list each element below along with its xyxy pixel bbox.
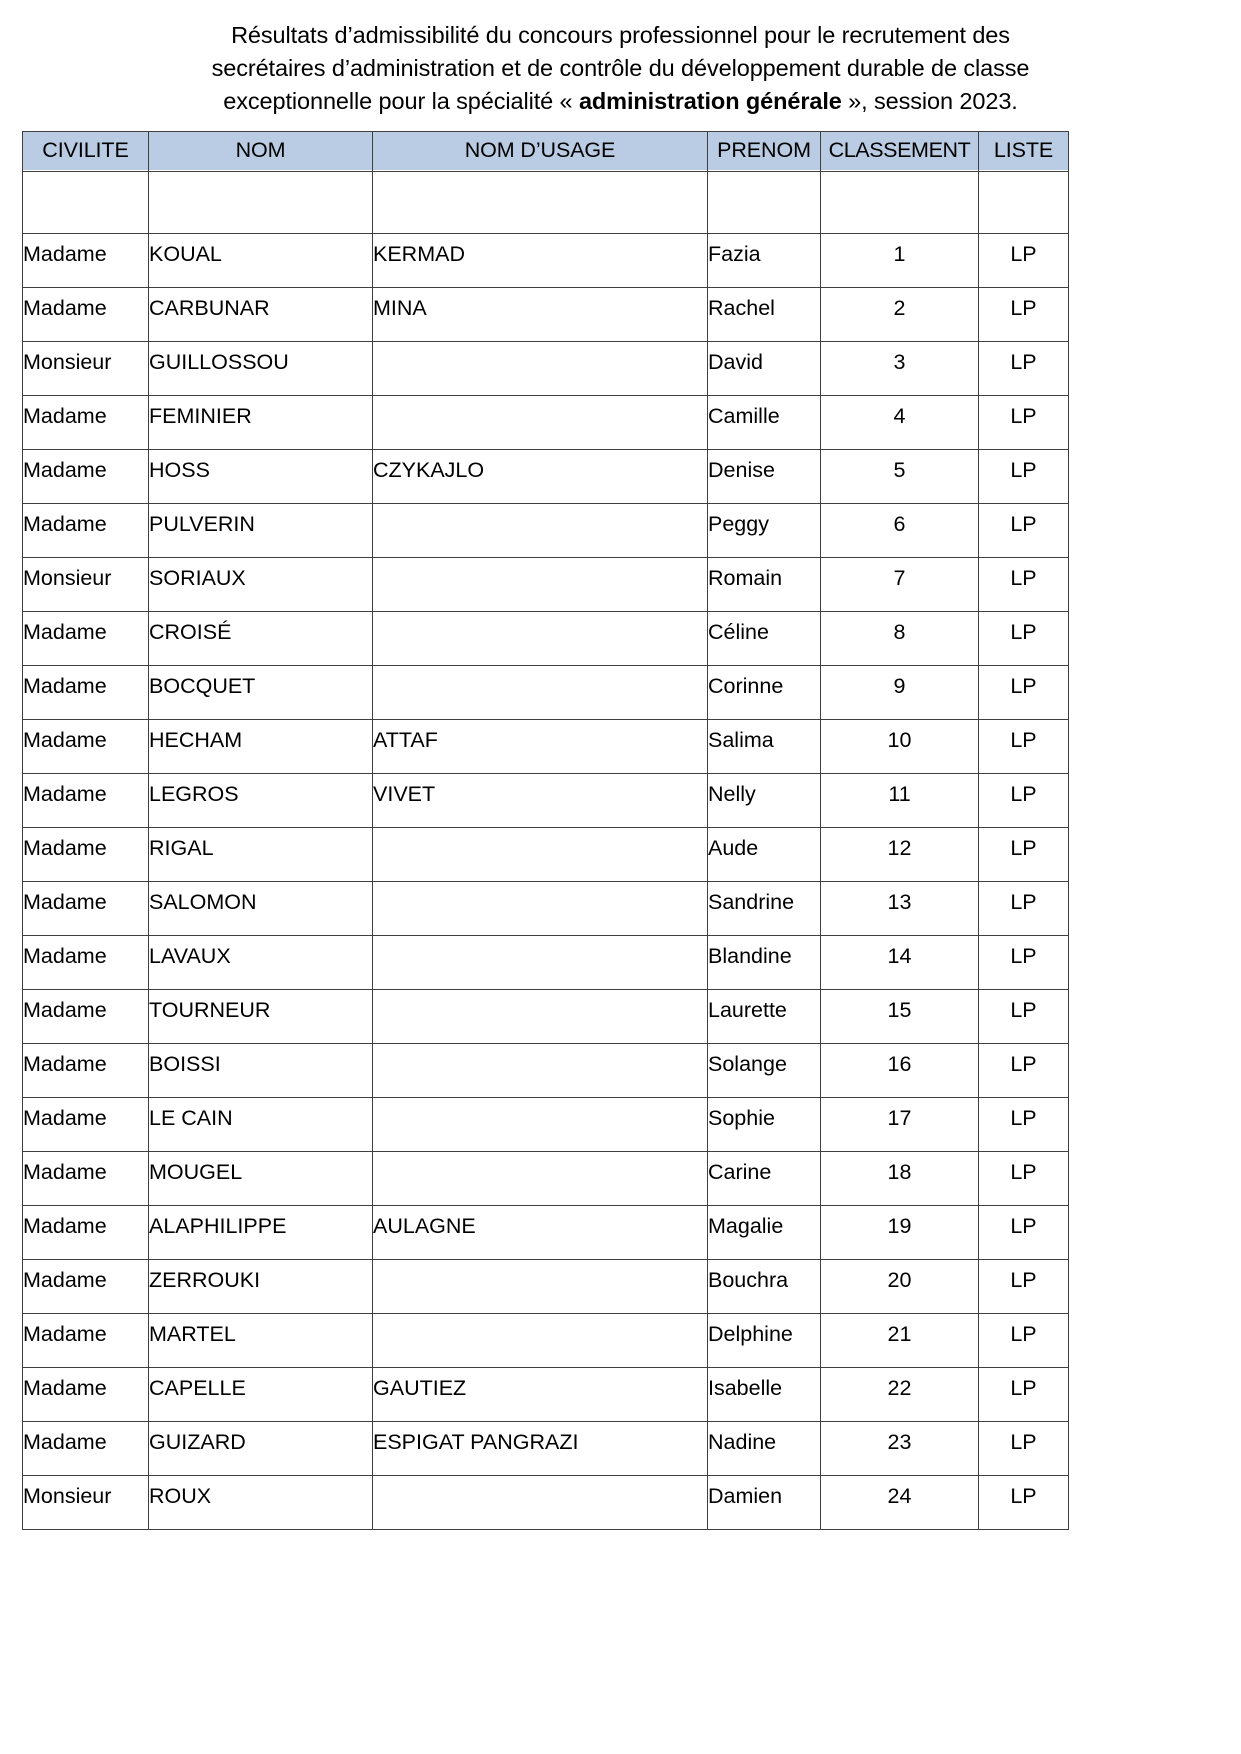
table-row [23,504,1069,558]
title-line-3-prefix: exceptionnelle pour la spécialité « [223,88,579,114]
table-cell-liste: LP [979,1314,1069,1368]
table-cell-civilite: Madame [23,666,149,720]
page-title [121,0,1121,118]
table-cell-classement: 3 [821,342,979,396]
table-row [23,1260,1069,1314]
table-cell-nom_usage [373,1044,708,1098]
table-row [23,1206,1069,1260]
table-cell-prenom: Delphine [708,1314,821,1368]
table-header-row [23,132,1069,172]
table-cell-prenom: Damien [708,1476,821,1530]
table-cell-nom: ZERROUKI [149,1260,373,1314]
table-cell-nom_usage [373,990,708,1044]
table-cell-liste [979,172,1069,234]
table-cell-classement: 2 [821,288,979,342]
table-cell-nom_usage [373,1152,708,1206]
table-cell-liste: LP [979,234,1069,288]
table-row [23,342,1069,396]
table-row [23,1476,1069,1530]
table-cell-nom: FEMINIER [149,396,373,450]
table-body [23,172,1069,1530]
table-cell-prenom: Magalie [708,1206,821,1260]
table-cell-civilite: Madame [23,828,149,882]
table-cell-nom: BOCQUET [149,666,373,720]
table-cell-prenom: Denise [708,450,821,504]
table-row [23,936,1069,990]
table-cell-nom_usage [373,558,708,612]
table-cell-nom: ALAPHILIPPE [149,1206,373,1260]
table-cell-classement: 24 [821,1476,979,1530]
table-cell-liste: LP [979,1476,1069,1530]
table-cell-civilite [23,172,149,234]
table-cell-classement [821,172,979,234]
table-cell-prenom: Nelly [708,774,821,828]
table-cell-classement: 5 [821,450,979,504]
table-row [23,396,1069,450]
table-cell-civilite: Madame [23,774,149,828]
table-cell-liste: LP [979,882,1069,936]
table-cell-nom_usage [373,612,708,666]
table-row [23,990,1069,1044]
table-cell-nom_usage: KERMAD [373,234,708,288]
table-cell-prenom: Peggy [708,504,821,558]
table-cell-nom_usage [373,666,708,720]
table-row [23,1314,1069,1368]
column-header-nom-usage [373,132,708,172]
table-cell-nom_usage: ESPIGAT PANGRAZI [373,1422,708,1476]
table-cell-nom_usage [373,1314,708,1368]
table-cell-nom: SORIAUX [149,558,373,612]
table-cell-civilite: Madame [23,288,149,342]
table-cell-nom: HOSS [149,450,373,504]
table-cell-civilite: Madame [23,1206,149,1260]
table-cell-prenom: David [708,342,821,396]
table-cell-classement: 11 [821,774,979,828]
table-row [23,1368,1069,1422]
title-line-2: secrétaires d’administration et de contrôle du développement durable de classe [211,55,1030,81]
table-cell-civilite: Madame [23,1422,149,1476]
table-cell-classement: 20 [821,1260,979,1314]
column-header-nom [149,132,373,172]
table-cell-classement: 12 [821,828,979,882]
table-cell-classement: 4 [821,396,979,450]
table-cell-prenom: Camille [708,396,821,450]
table-cell-civilite: Madame [23,1260,149,1314]
table-cell-civilite: Madame [23,1314,149,1368]
table-cell-prenom: Bouchra [708,1260,821,1314]
table-cell-nom_usage [373,172,708,234]
column-header-civilite [23,132,149,172]
table-cell-nom: HECHAM [149,720,373,774]
table-cell-classement: 17 [821,1098,979,1152]
table-spacer-row [23,172,1069,234]
table-cell-liste: LP [979,936,1069,990]
table-cell-nom_usage [373,1476,708,1530]
table-cell-nom_usage: MINA [373,288,708,342]
table-cell-nom_usage: AULAGNE [373,1206,708,1260]
table-cell-liste: LP [979,504,1069,558]
table-cell-civilite: Madame [23,396,149,450]
table-cell-liste: LP [979,1206,1069,1260]
title-line-3-suffix: », session 2023. [841,88,1018,114]
table-cell-prenom: Carine [708,1152,821,1206]
table-cell-nom_usage [373,828,708,882]
table-cell-liste: LP [979,774,1069,828]
table-cell-civilite: Madame [23,612,149,666]
table-cell-prenom: Blandine [708,936,821,990]
table-cell-classement: 22 [821,1368,979,1422]
table-cell-nom_usage: VIVET [373,774,708,828]
table-cell-prenom: Nadine [708,1422,821,1476]
table-row [23,1152,1069,1206]
table-cell-nom: MARTEL [149,1314,373,1368]
table-cell-classement: 1 [821,234,979,288]
table-row [23,774,1069,828]
table-cell-nom: GUILLOSSOU [149,342,373,396]
table-cell-nom_usage: GAUTIEZ [373,1368,708,1422]
table-row [23,1044,1069,1098]
table-cell-classement: 8 [821,612,979,666]
column-header-liste-label: LISTE [979,132,1068,170]
table-cell-liste: LP [979,288,1069,342]
table-cell-nom_usage [373,342,708,396]
table-cell-nom: MOUGEL [149,1152,373,1206]
table-cell-nom: CROISÉ [149,612,373,666]
table-cell-nom: ROUX [149,1476,373,1530]
table-cell-nom_usage [373,396,708,450]
table-row [23,558,1069,612]
results-table [22,131,1069,1530]
table-cell-civilite: Monsieur [23,1476,149,1530]
table-cell-liste: LP [979,1368,1069,1422]
table-row [23,1098,1069,1152]
table-cell-civilite: Monsieur [23,342,149,396]
table-cell-classement: 13 [821,882,979,936]
table-cell-nom_usage: CZYKAJLO [373,450,708,504]
table-cell-prenom: Salima [708,720,821,774]
table-cell-civilite: Madame [23,1098,149,1152]
table-cell-civilite: Monsieur [23,558,149,612]
table-cell-civilite: Madame [23,450,149,504]
table-cell-nom_usage [373,882,708,936]
table-cell-liste: LP [979,1152,1069,1206]
table-cell-classement: 6 [821,504,979,558]
table-cell-classement: 10 [821,720,979,774]
table-cell-nom: GUIZARD [149,1422,373,1476]
table-header [23,132,1069,172]
table-cell-prenom: Corinne [708,666,821,720]
table-cell-classement: 7 [821,558,979,612]
table-cell-nom_usage: ATTAF [373,720,708,774]
table-cell-nom: LEGROS [149,774,373,828]
column-header-nom-usage-label: NOM D’USAGE [373,132,707,170]
table-cell-classement: 23 [821,1422,979,1476]
column-header-classement [821,132,979,172]
table-cell-nom_usage [373,1260,708,1314]
table-cell-prenom: Céline [708,612,821,666]
table-cell-classement: 21 [821,1314,979,1368]
table-cell-classement: 9 [821,666,979,720]
table-cell-civilite: Madame [23,504,149,558]
title-line-1: Résultats d’admissibilité du concours professionnel pour le recrutement des [231,22,1010,48]
table-row [23,612,1069,666]
table-row [23,1422,1069,1476]
table-cell-liste: LP [979,1098,1069,1152]
table-cell-liste: LP [979,720,1069,774]
table-cell-classement: 15 [821,990,979,1044]
table-cell-civilite: Madame [23,882,149,936]
table-cell-liste: LP [979,666,1069,720]
table-cell-prenom: Rachel [708,288,821,342]
table-cell-nom: KOUAL [149,234,373,288]
table-cell-classement: 14 [821,936,979,990]
table-cell-civilite: Madame [23,1044,149,1098]
table-cell-nom: SALOMON [149,882,373,936]
table-row [23,882,1069,936]
table-cell-nom_usage [373,1098,708,1152]
table-cell-nom: CARBUNAR [149,288,373,342]
table-cell-nom [149,172,373,234]
table-cell-civilite: Madame [23,1368,149,1422]
column-header-prenom-label: PRENOM [708,132,820,170]
table-cell-nom: PULVERIN [149,504,373,558]
table-cell-prenom: Solange [708,1044,821,1098]
column-header-liste [979,132,1069,172]
table-cell-nom: LAVAUX [149,936,373,990]
table-cell-prenom: Romain [708,558,821,612]
table-cell-nom: CAPELLE [149,1368,373,1422]
table-cell-liste: LP [979,558,1069,612]
table-cell-prenom: Aude [708,828,821,882]
title-line-3 [121,85,1121,118]
table-cell-liste: LP [979,1422,1069,1476]
table-cell-nom_usage [373,504,708,558]
table-row [23,450,1069,504]
column-header-civilite-label: CIVILITE [23,132,148,170]
table-cell-classement: 18 [821,1152,979,1206]
table-cell-nom: TOURNEUR [149,990,373,1044]
table-cell-prenom: Laurette [708,990,821,1044]
table-cell-prenom: Fazia [708,234,821,288]
column-header-classement-label: CLASSEMENT [821,132,978,170]
table-cell-nom: BOISSI [149,1044,373,1098]
title-specialty-emphasis: administration générale [578,88,842,114]
table-cell-prenom [708,172,821,234]
table-cell-liste: LP [979,1044,1069,1098]
table-cell-civilite: Madame [23,720,149,774]
table-row [23,288,1069,342]
table-cell-nom: LE CAIN [149,1098,373,1152]
table-cell-nom: RIGAL [149,828,373,882]
table-cell-liste: LP [979,612,1069,666]
table-row [23,720,1069,774]
table-cell-prenom: Isabelle [708,1368,821,1422]
table-cell-liste: LP [979,990,1069,1044]
table-cell-civilite: Madame [23,990,149,1044]
table-cell-civilite: Madame [23,1152,149,1206]
table-row [23,234,1069,288]
table-cell-liste: LP [979,828,1069,882]
table-row [23,828,1069,882]
table-cell-liste: LP [979,342,1069,396]
table-cell-civilite: Madame [23,936,149,990]
table-cell-liste: LP [979,396,1069,450]
column-header-prenom [708,132,821,172]
table-cell-civilite: Madame [23,234,149,288]
column-header-nom-label: NOM [149,132,372,170]
table-cell-nom_usage [373,936,708,990]
table-cell-classement: 19 [821,1206,979,1260]
table-cell-liste: LP [979,1260,1069,1314]
table-row [23,666,1069,720]
table-cell-prenom: Sophie [708,1098,821,1152]
table-cell-liste: LP [979,450,1069,504]
table-cell-prenom: Sandrine [708,882,821,936]
table-cell-classement: 16 [821,1044,979,1098]
